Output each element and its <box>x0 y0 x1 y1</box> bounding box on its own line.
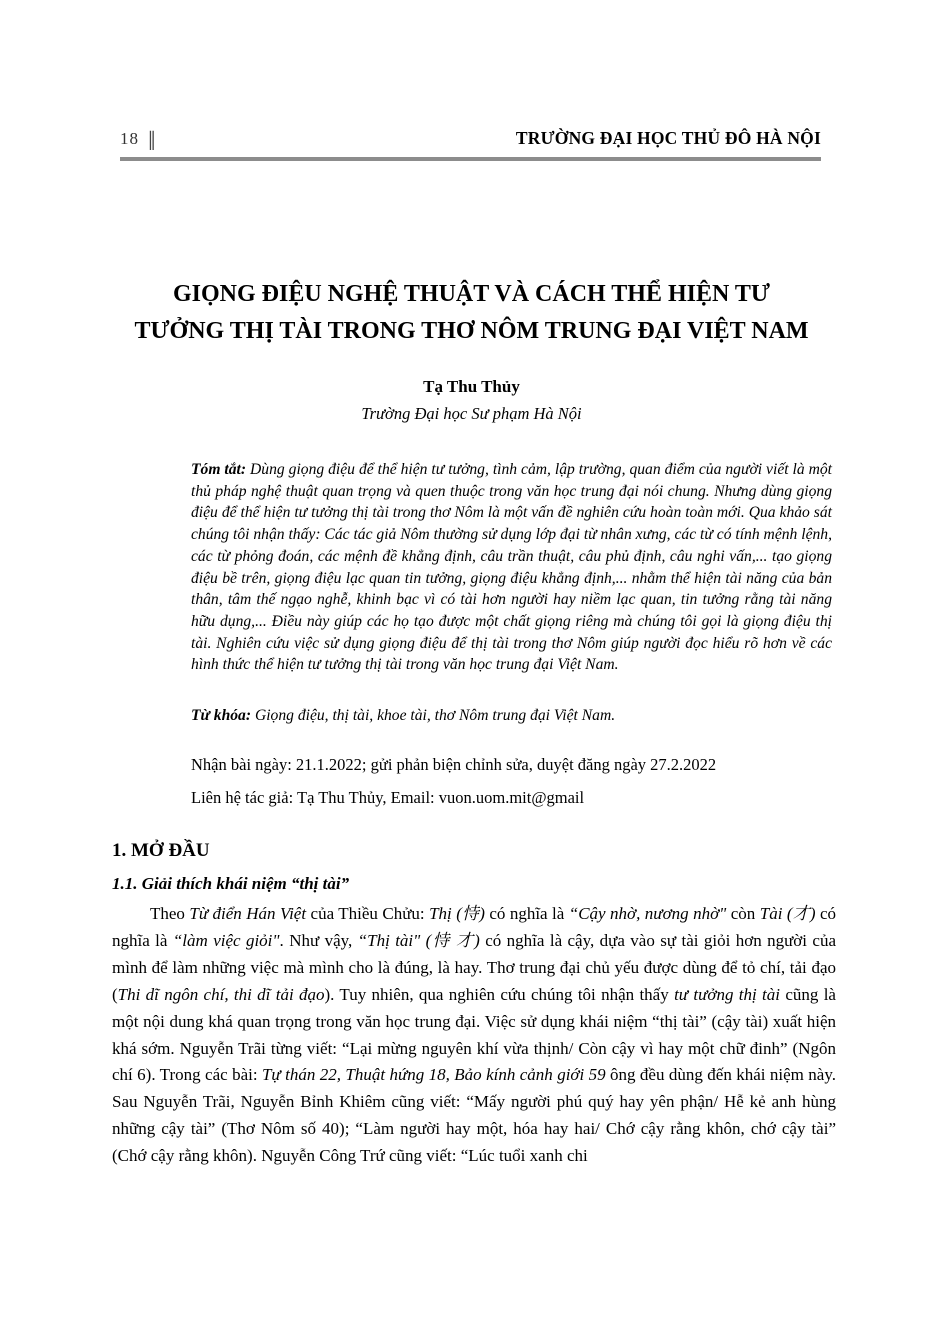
header-rule <box>120 157 821 161</box>
keywords-label: Từ khóa: <box>191 707 252 724</box>
author-affiliation: Trường Đại học Sư phạm Hà Nội <box>361 404 582 423</box>
journal-name: TRƯỜNG ĐẠI HỌC THỦ ĐÔ HÀ NỘI <box>515 128 821 148</box>
abstract-block <box>191 459 832 676</box>
abstract-label: Tóm tắt: <box>191 461 247 478</box>
article-title-line1: GIỌNG ĐIỆU NGHỆ THUẬT VÀ CÁCH THỂ HIỆN TƯ <box>172 281 770 307</box>
article-title-line2: TƯỞNG THỊ TÀI TRONG THƠ NÔM TRUNG ĐẠI VIỆT NAM <box>134 318 809 344</box>
subsection-heading: 1.1. Giải thích khái niệm “thị tài” <box>112 874 350 893</box>
keywords-block <box>191 707 832 725</box>
double-bar-separator-icon: ‖ <box>148 126 156 156</box>
keywords-text: Giọng điệu, thị tài, khoe tài, thơ Nôm trung đại Việt Nam. <box>254 707 616 724</box>
page-header <box>120 126 821 156</box>
article-title <box>70 276 873 350</box>
body-paragraph: Theo Từ điển Hán Việt của Thiều Chửu: Thị (恃) có nghĩa là “Cậy nhờ, nương nhờ" còn Tài (才) có nghĩa là “làm việc giỏi". Như vậy, “Thị tài" (恃 才) có nghĩa là cậy, dựa vào sự tài giỏi hơn người của mình để làm những việc mà mình cho là đúng, là hay. Thơ trung đại chủ yếu được dùng để tỏ chí, tải đạo (Thi dĩ ngôn chí, thi dĩ tải đạo). Tuy nhiên, qua nghiên cứu chúng tôi nhận thấy tư tưởng thị tài cũng là một nội dung khá quan trọng trong văn học trung đại. Việc sử dụng khái niệm “thị tài” (cậy tài) xuất hiện khá sớm. Nguyễn Trãi từng viết: “Lại mừng nguyên khí vừa thịnh/ Còn cậy vì hay một chữ đinh” (Ngôn chí 6). Trong các bài: Tự thán 22, Thuật hứng 18, Bảo kính cảnh giới 59 ông đều dùng đến khái niệm này. Sau Nguyễn Trãi, Nguyễn Bỉnh Khiêm cũng viết: “Mấy người phú quý hay yên phận/ Hễ kẻ anh hùng những cậy tài” (Thơ Nôm số 40); “Làm người hay một, hóa hay hai/ Chớ cậy rằng khôn, chớ cậy tài” (Chớ cậy rằng khôn). Nguyễn Công Trứ cũng viết: “Lúc tuổi xanh chi <box>112 904 837 1166</box>
page-number: 18 <box>120 129 139 148</box>
author-contact-line: Liên hệ tác giả: Tạ Thu Thủy, Email: vuon.uom.mit@gmail <box>191 788 585 807</box>
author-name: Tạ Thu Thủy <box>423 377 520 396</box>
abstract-text: Dùng giọng điệu để thể hiện tư tưởng, tình cảm, lập trường, quan điểm của người viết là một thủ pháp nghệ thuật quan trọng và quen thuộc trong văn học trung đại nói chung. Nhưng dùng giọng điệu để thể hiện tư tưởng thị tài trong thơ Nôm là một vấn đề nghiên cứu hoàn toàn mới. Qua khảo sát chúng tôi nhận thấy: Các tác giả Nôm thường sử dụng lớp đại từ nhân xưng, các từ có tính mệnh lệnh, các từ phỏng đoán, các mệnh đề khẳng định, câu trần thuật, câu phủ định, câu nghi vấn,... tạo giọng điệu bề trên, giọng điệu lạc quan tin tưởng, giọng điệu khẳng định,... nhằm thể hiện tài năng của bản thân, tâm thế ngạo nghễ, khinh bạc vì có tài hơn người hay niềm lạc quan, tin tưởng rằng tài năng hữu dụng,... Điều này giúp các họ tạo được một chất giọng riêng mà chúng tôi gọi là giọng điệu thị tài. Nghiên cứu việc sử dụng giọng điệu để thị tài trong thơ Nôm giúp người đọc hiểu rõ hơn về các hình thức thể hiện tư tưởng thị tài trong văn học trung đại Việt Nam. <box>191 461 833 674</box>
received-dates-line: Nhận bài ngày: 21.1.2022; gửi phản biện chỉnh sửa, duyệt đăng ngày 27.2.2022 <box>191 755 717 774</box>
section-heading: 1. MỞ ĐẦU <box>112 840 210 861</box>
